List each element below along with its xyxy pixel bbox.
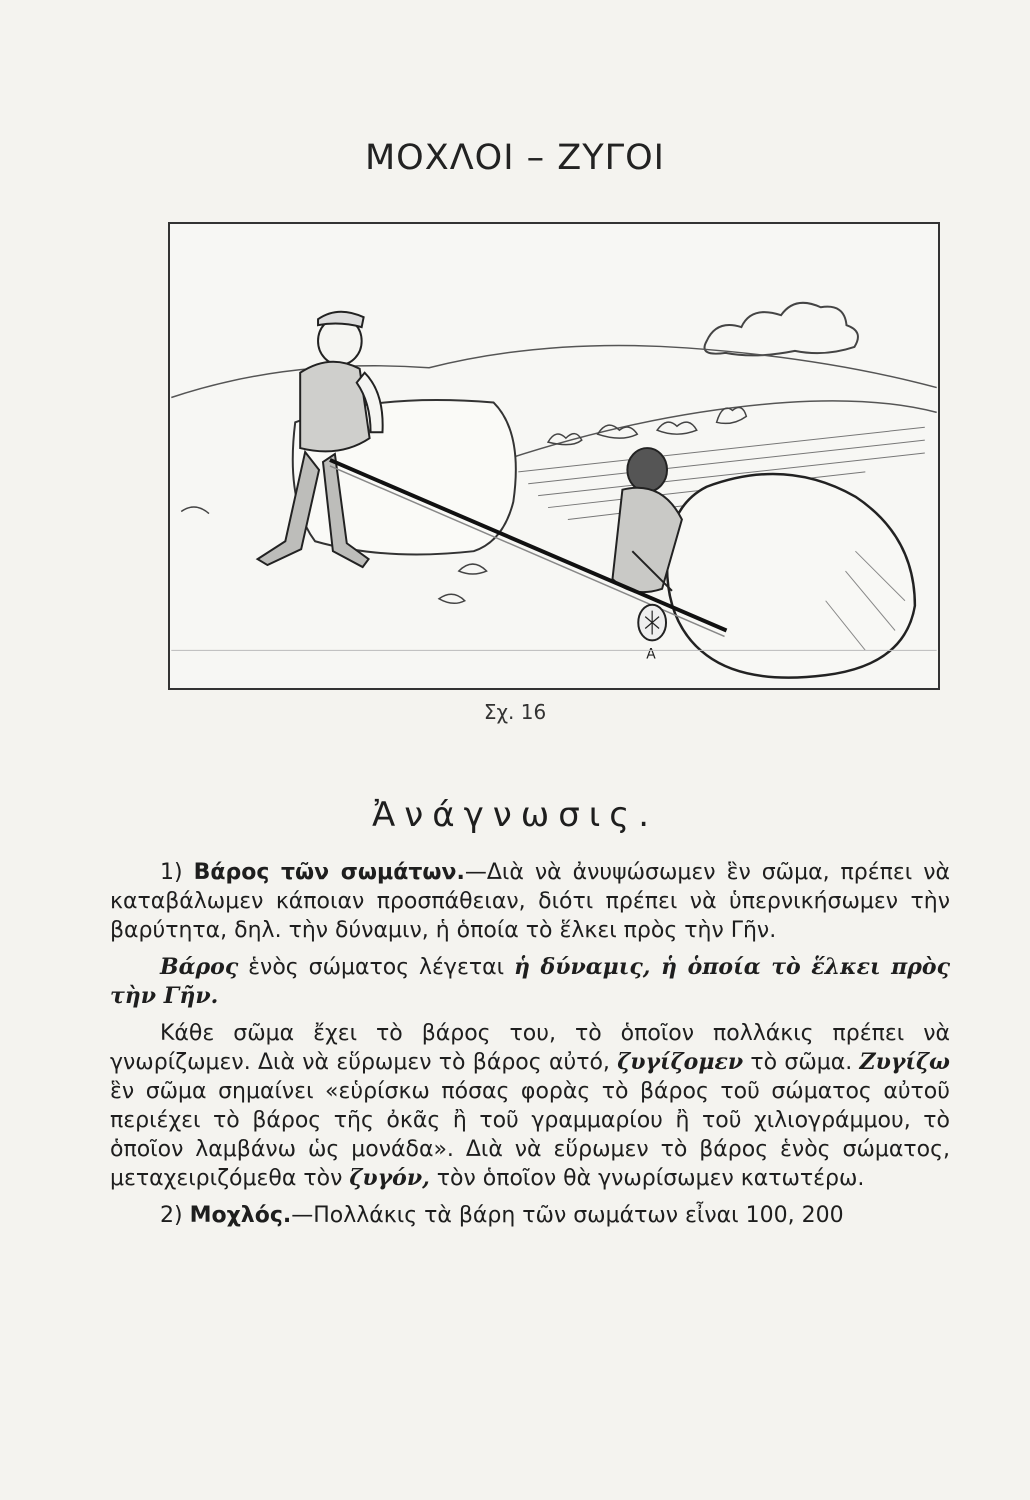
cloud-shape [705,303,858,356]
paragraph-1 [110,858,950,945]
item-number: 1) [160,860,183,885]
paragraph-2 [110,953,950,1011]
term-weight: Βάρος τῶν σωμάτων. [193,860,465,885]
paragraph-1-text: —Διὰ νὰ ἀνυψώσωμεν ἓν σῶμα, πρέπει νὰ καταβάλωμεν κάποιαν προσπάθειαν, διότι πρέπει νὰ ὑπερνικήσωμεν τὴν βαρύτητα, δηλ. τὴν δύναμιν, ἡ ὁποία τὸ ἕλκει πρὸς τὴν Γῆν. [110,860,951,943]
tree-group [548,408,746,445]
fulcrum-label: Α [646,646,656,663]
paragraph-3-text-b: τὸ σῶμα. [743,1050,860,1075]
lever-illustration [170,224,938,688]
section-heading: Ἀνάγνωσις. [371,795,659,835]
paragraph-4 [110,1201,950,1230]
term-weigh: ζυγίζομεν [617,1049,744,1075]
paragraph-3-text-a: Κάθε σῶμα ἔχει τὸ βάρος του, τὸ ὁποῖον πολλάκις πρέπει νὰ γνωρίζωμεν. Διὰ νὰ εὕρωμεν τὸ βάρος αὐτό, [110,1021,950,1075]
paragraph-4-text: —Πολλάκις τὰ βάρη τῶν σωμάτων εἶναι 100, 200 [291,1203,844,1228]
body-text [110,858,950,1238]
term-weight-definition: Βάρος [160,954,239,980]
item-number-2: 2) [160,1203,183,1228]
figure-caption: Σχ. 16 [483,700,547,724]
term-lever: Μοχλός. [189,1203,292,1228]
page-title: ΜΟΧΛΟΙ – ΖΥΓΟΙ [364,138,665,178]
definition-emphasis: ἡ δύναμις, ἡ ὁποία τὸ ἕλκει πρὸς τὴν Γῆν. [110,954,950,1009]
term-weigh-definition: Ζυγίζω [859,1049,951,1075]
hill-line-middle [498,401,936,462]
boulder [667,474,915,678]
paragraph-2-text: ἑνὸς σώματος λέγεται [238,955,514,980]
term-scale: ζυγόν, [349,1165,430,1191]
paragraph-3-text-c: ἓν σῶμα σημαίνει «εὑρίσκω πόσας φορὰς τὸ βάρος τοῦ σώματος αὐτοῦ περιέχει τὸ βάρος τῆς ὀκᾶς ἢ τοῦ γραμμαρίου ἢ τοῦ χιλιογράμμου, τὸ ὁποῖον λαμβάνω ὡς μονάδα». Διὰ νὰ εὕρωμεν τὸ βάρος ἑνὸς σώματος, μεταχειριζόμεθα τὸν [110,1079,950,1191]
figure-illustration [168,222,940,690]
paragraph-3 [110,1019,950,1193]
paragraph-3-text-d: τὸν ὁποῖον θὰ γνωρίσωμεν κατωτέρω. [429,1166,865,1191]
